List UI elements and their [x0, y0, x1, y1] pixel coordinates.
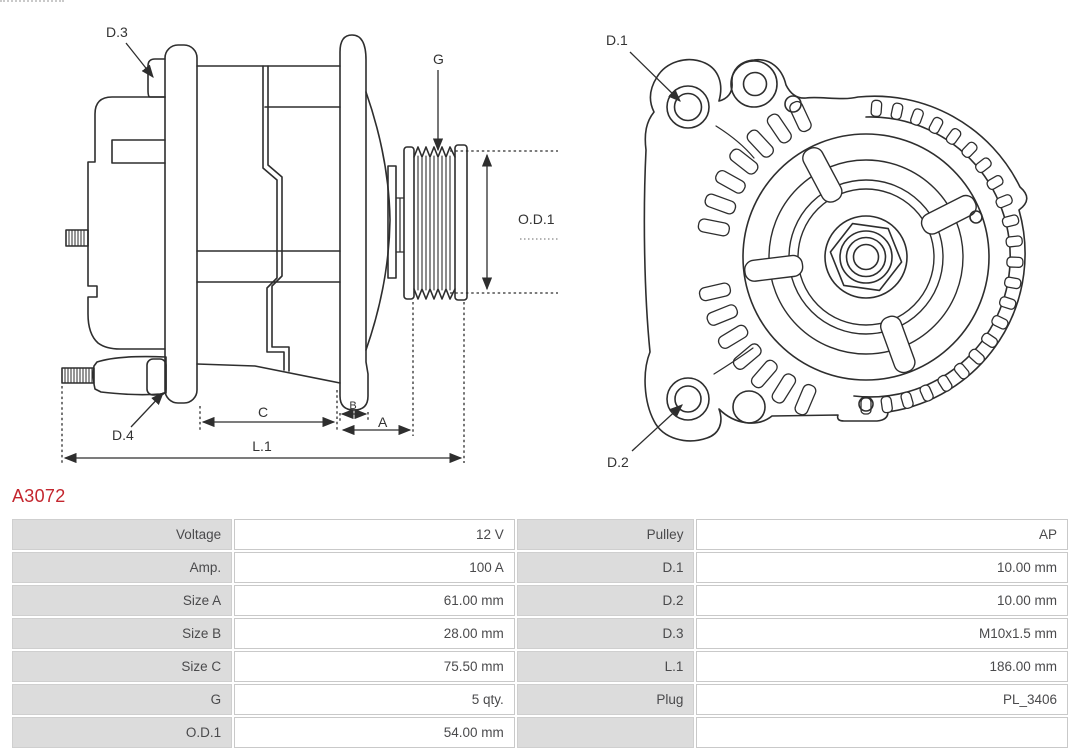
spec-row	[12, 684, 1068, 715]
spec-value	[696, 717, 1068, 748]
dim-label-d4: D.4	[112, 427, 134, 443]
spec-label: Voltage	[12, 519, 232, 550]
spec-value: 10.00 mm	[696, 552, 1068, 583]
spec-value: 100 A	[234, 552, 515, 583]
stator-tooth	[1007, 257, 1023, 268]
spec-value: PL_3406	[696, 684, 1068, 715]
spec-value: 54.00 mm	[234, 717, 515, 748]
spec-label: L.1	[517, 651, 695, 682]
spec-value: 5 qty.	[234, 684, 515, 715]
spec-label: G	[12, 684, 232, 715]
spec-label: Amp.	[12, 552, 232, 583]
dim-label-d2: D.2	[607, 454, 629, 470]
dim-label-d3: D.3	[106, 24, 128, 40]
spec-value: 10.00 mm	[696, 585, 1068, 616]
spec-value: 61.00 mm	[234, 585, 515, 616]
stator-tooth	[881, 396, 893, 413]
spec-label: Pulley	[517, 519, 695, 550]
side-view	[62, 35, 467, 410]
spec-label: Plug	[517, 684, 695, 715]
front-view	[644, 60, 1026, 441]
spec-row	[12, 651, 1068, 682]
dim-label-g: G	[433, 51, 444, 67]
stator-tooth	[871, 100, 882, 117]
dim-label-l1: L.1	[252, 438, 272, 454]
spec-value: AP	[696, 519, 1068, 550]
spec-label: D.2	[517, 585, 695, 616]
spec-label: Size B	[12, 618, 232, 649]
spec-label: Size C	[12, 651, 232, 682]
spec-value: 75.50 mm	[234, 651, 515, 682]
spec-value: M10x1.5 mm	[696, 618, 1068, 649]
spec-value: 186.00 mm	[696, 651, 1068, 682]
spec-row	[12, 519, 1068, 550]
dim-label-d1: D.1	[606, 32, 628, 48]
dim-label-b: B	[349, 400, 357, 412]
spec-row	[12, 552, 1068, 583]
stator-tooth	[1004, 277, 1021, 290]
part-number: A3072	[12, 486, 66, 506]
dim-label-a: A	[378, 414, 388, 430]
spec-table	[10, 517, 1070, 750]
spec-row	[12, 618, 1068, 649]
spec-label: Size A	[12, 585, 232, 616]
side-view-dimensions	[62, 43, 560, 463]
stator-tooth	[1006, 236, 1023, 248]
spec-table-body	[12, 519, 1068, 748]
spec-row	[12, 717, 1068, 748]
spec-label	[517, 717, 695, 748]
spec-value: 12 V	[234, 519, 515, 550]
dim-label-od1: O.D.1	[518, 211, 555, 227]
spec-label: D.1	[517, 552, 695, 583]
spec-label: D.3	[517, 618, 695, 649]
dim-label-c: C	[257, 404, 269, 420]
spec-row	[12, 585, 1068, 616]
spec-value: 28.00 mm	[234, 618, 515, 649]
spec-label: O.D.1	[12, 717, 232, 748]
